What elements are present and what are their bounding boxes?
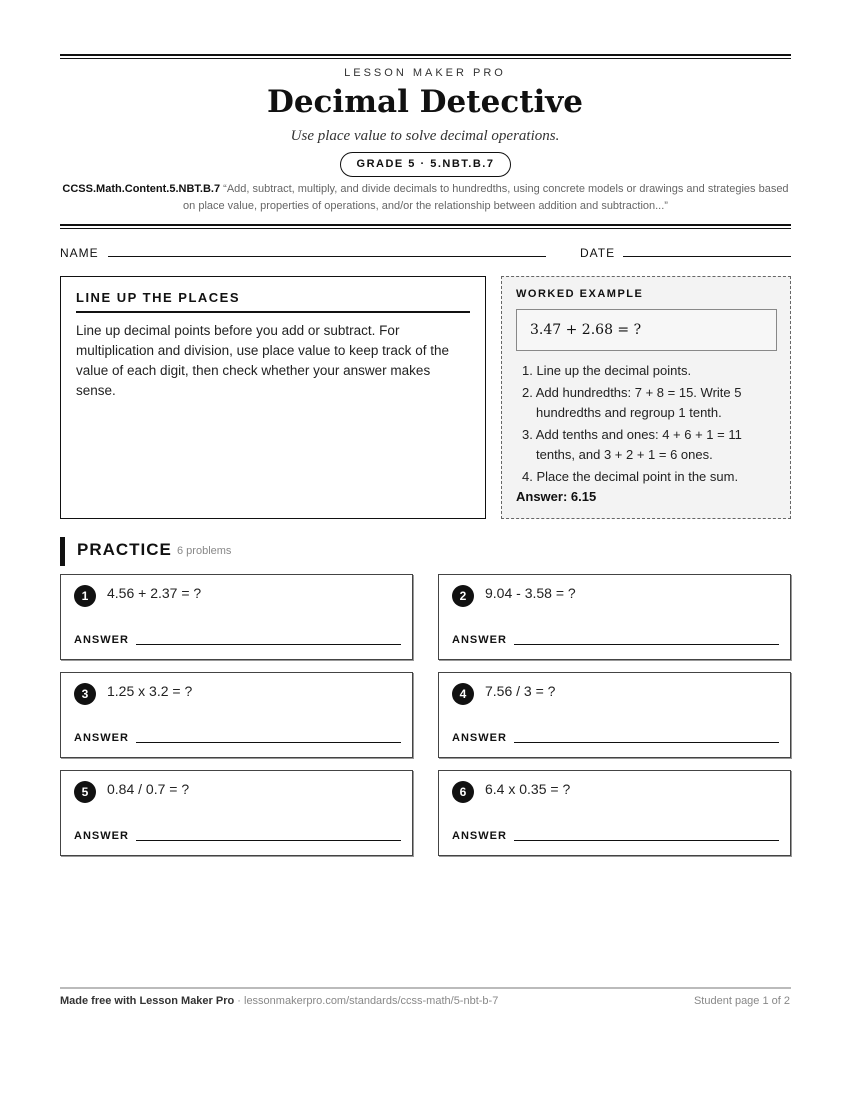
problem-question: 1.25 x 3.2 = ? <box>107 683 193 699</box>
problem-number-badge: 4 <box>452 683 474 705</box>
practice-count: 6 problems <box>177 545 232 557</box>
worked-example-steps <box>516 361 776 487</box>
problem-number-badge: 6 <box>452 781 474 803</box>
header-bottom-double-rule <box>60 224 791 229</box>
problem-card-2 <box>438 574 791 660</box>
problem-card-1 <box>60 574 413 660</box>
standard-text: “Add, subtract, multiply, and divide decimals to hundredths, using concrete models or drawings and strategies based on place value, properties of operations, and/or the relationship between addition and subtraction...” <box>183 183 789 212</box>
tip-title: LINE UP THE PLACES <box>76 290 470 313</box>
date-field[interactable] <box>623 256 791 257</box>
footer-url-link[interactable]: lessonmakerpro.com/standards/ccss-math/5-nbt-b-7 <box>244 995 499 1007</box>
standard-description <box>60 181 791 215</box>
brand-name: LESSON MAKER PRO <box>344 67 506 79</box>
problem-card-6 <box>438 770 791 856</box>
practice-title: PRACTICE <box>77 540 172 559</box>
answer-field[interactable] <box>514 840 779 841</box>
worked-step: 2. Add hundredths: 7 + 8 = 15. Write 5 hundredths and regroup 1 tenth. <box>522 385 742 420</box>
problem-number-badge: 1 <box>74 585 96 607</box>
answer-label: ANSWER <box>452 830 507 842</box>
worked-example-equation: 3.47 + 2.68 = ? <box>516 309 777 351</box>
practice-accent-bar <box>60 537 65 566</box>
top-double-rule <box>60 54 791 59</box>
answer-label: ANSWER <box>74 634 129 646</box>
footer-credit <box>60 995 498 1007</box>
worked-step: 3. Add tenths and ones: 4 + 6 + 1 = 11 tenths, and 3 + 2 + 1 = 6 ones. <box>522 427 742 462</box>
worked-example-title: WORKED EXAMPLE <box>516 288 644 300</box>
problem-question: 0.84 / 0.7 = ? <box>107 781 190 797</box>
grade-badge: GRADE 5 · 5.NBT.B.7 <box>340 152 511 177</box>
footer-rule <box>60 987 791 989</box>
problem-number-badge: 5 <box>74 781 96 803</box>
tip-body: Line up decimal points before you add or subtract. For multiplication and division, use place value to keep track of the value of each digit, then check whether your answer makes sense. <box>76 323 449 398</box>
footer-separator: · <box>234 995 244 1007</box>
date-label: DATE <box>580 246 616 260</box>
name-field[interactable] <box>108 256 546 257</box>
answer-field[interactable] <box>136 840 401 841</box>
worked-step: 1. Line up the decimal points. <box>522 363 692 378</box>
problem-card-4 <box>438 672 791 758</box>
footer-page-number: Student page 1 of 2 <box>693 995 790 1007</box>
answer-label: ANSWER <box>74 732 129 744</box>
problem-card-3 <box>60 672 413 758</box>
answer-field[interactable] <box>514 742 779 743</box>
problem-question: 4.56 + 2.37 = ? <box>107 585 202 601</box>
standard-code: CCSS.Math.Content.5.NBT.B.7 <box>62 183 221 195</box>
name-label: NAME <box>60 246 99 260</box>
worked-step: 4. Place the decimal point in the sum. <box>522 469 739 484</box>
answer-field[interactable] <box>136 644 401 645</box>
answer-label: ANSWER <box>452 634 507 646</box>
problem-question: 7.56 / 3 = ? <box>485 683 556 699</box>
problem-number-badge: 2 <box>452 585 474 607</box>
answer-label: ANSWER <box>452 732 507 744</box>
tip-box <box>60 276 486 519</box>
worksheet-title: Decimal Detective <box>266 84 584 120</box>
worksheet-subtitle: Use place value to solve decimal operations. <box>290 128 560 144</box>
problem-number-badge: 3 <box>74 683 96 705</box>
problem-card-5 <box>60 770 413 856</box>
answer-field[interactable] <box>136 742 401 743</box>
worked-example-answer: Answer: 6.15 <box>516 489 597 504</box>
problem-question: 6.4 x 0.35 = ? <box>485 781 571 797</box>
answer-field[interactable] <box>514 644 779 645</box>
footer-made-with: Made free with Lesson Maker Pro <box>60 995 235 1007</box>
worked-example-box <box>501 276 791 519</box>
problem-question: 9.04 - 3.58 = ? <box>485 585 576 601</box>
answer-label: ANSWER <box>74 830 129 842</box>
